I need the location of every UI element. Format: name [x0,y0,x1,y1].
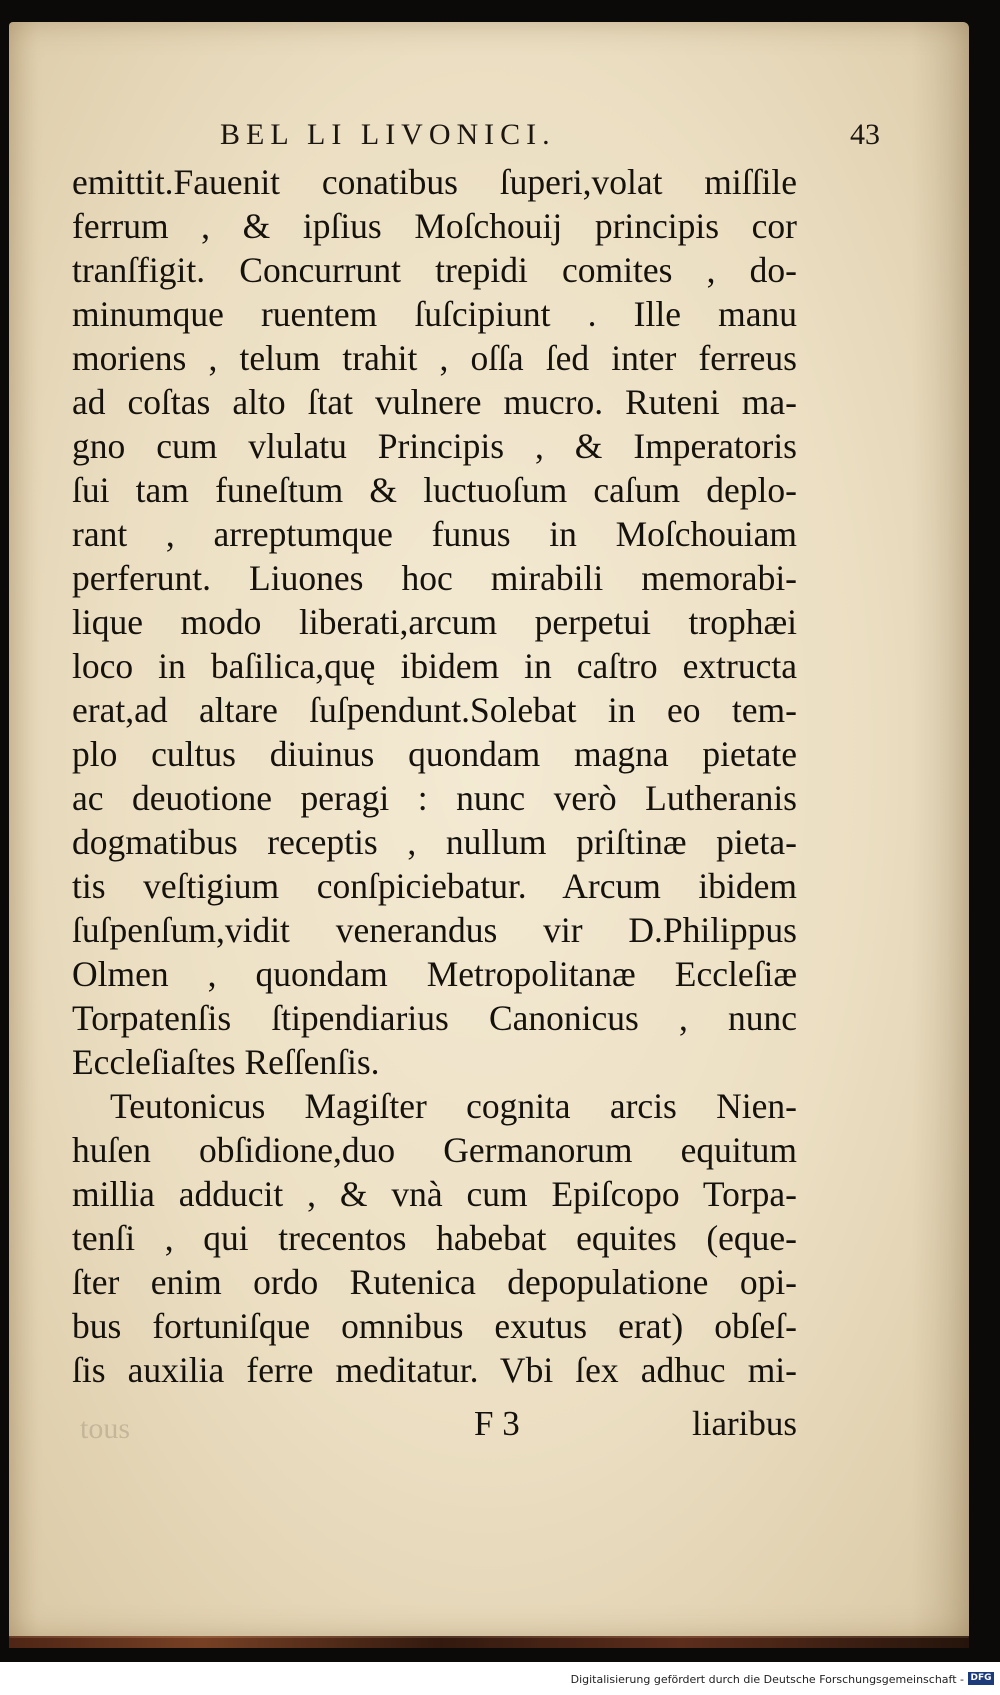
text-line: bus fortuniſque omnibus exutus erat) obſeſ- [72,1306,797,1346]
bleed-through-text: tous [80,1412,131,1445]
signature-mark: F 3 [474,1404,520,1443]
text-line: ſter enim ordo Rutenica depopulatione opi- [72,1262,797,1302]
text-line: rant , arreptumque funus in Moſchouiam [72,514,797,554]
text-line: Olmen , quondam Metropolitanæ Eccleſiæ [72,954,797,994]
running-head [50,118,880,162]
text-line: lique modo liberati,arcum perpetui trophæi [72,602,797,642]
text-line: Eccleſiaſtes Reſſenſis. [72,1042,380,1082]
text-line: dogmatibus receptis , nullum priſtinæ pieta- [72,822,797,862]
page-number: 43 [850,118,880,151]
text-line: minumque ruentem ſuſcipiunt . Ille manu [72,294,797,334]
text-line: millia adducit , & vnà cum Epiſcopo Torpa- [72,1174,797,1214]
catchword: liaribus [692,1404,797,1443]
text-line: erat,ad altare ſuſpendunt.Solebat in eo tem- [72,690,797,730]
text-line: ferrum , & ipſius Moſchouij principis cor [72,206,797,246]
text-line: ad coſtas alto ſtat vulnere mucro. Ruteni ma- [72,382,797,422]
paragraph-start-line: Teutonicus Magiſter cognita arcis Nien- [110,1086,797,1126]
text-line: plo cultus diuinus quondam magna pietate [72,734,797,774]
funding-credit: Digitalisierung gefördert durch die Deutsche Forschungsgemeinschaft - [570,1673,964,1686]
footer-bar [0,1665,1000,1695]
text-line: tenſi , qui trecentos habebat equites (eque- [72,1218,797,1258]
text-line: loco in baſilica,quę ibidem in caſtro extructa [72,646,797,686]
text-line: perferunt. Liuones hoc mirabili memorabi- [72,558,797,598]
text-line: emittit.Fauenit conatibus ſuperi,volat miſſile [72,162,797,202]
text-line: tis veſtigium conſpiciebatur. Arcum ibidem [72,866,797,906]
catch-row [72,1404,797,1448]
text-line: ſuſpenſum,vidit venerandus vir D.Philippus [72,910,797,950]
text-line: huſen obſidione,duo Germanorum equitum [72,1130,797,1170]
text-line: ſui tam funeſtum & luctuoſum caſum deplo- [72,470,797,510]
dfg-logo: DFG [968,1672,994,1685]
text-line: ac deuotione peragi : nunc verò Lutheranis [72,778,797,818]
page-bottom-edge [9,1636,969,1648]
text-line: tranſfigit. Concurrunt trepidi comites , do- [72,250,797,290]
text-line: Torpatenſis ſtipendiarius Canonicus , nunc [72,998,797,1038]
text-line: gno cum vlulatu Principis , & Imperatoris [72,426,797,466]
body-text [72,160,797,1392]
text-line: moriens , telum trahit , oſſa ſed inter ferreus [72,338,797,378]
text-line: ſis auxilia ferre meditatur. Vbi ſex adhuc mi- [72,1350,797,1390]
running-title: BEL LI LIVONICI. [220,118,556,151]
